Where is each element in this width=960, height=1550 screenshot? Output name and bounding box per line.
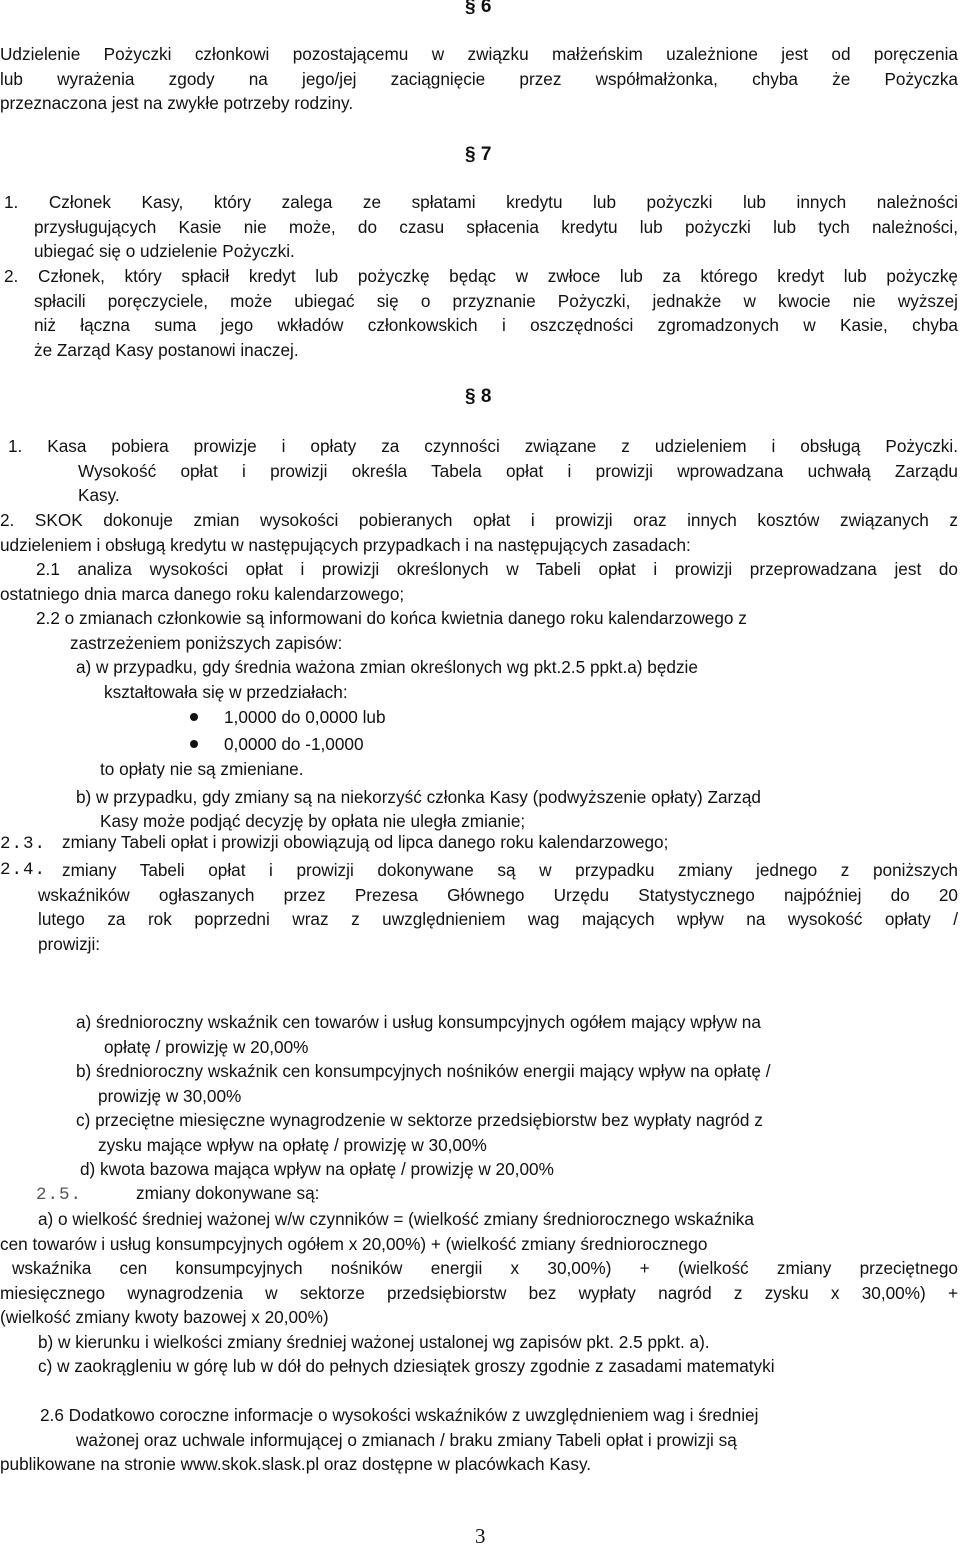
list-item: zysku mające wpływ na opłatę / prowizję w 30,00% [98, 1134, 487, 1155]
list-item: d) kwota bazowa mająca wpływ na opłatę / prowizję w 20,00% [80, 1159, 554, 1179]
list-item: b) średnioroczny wskaźnik cen konsumpcyjnych nośników energii mający wpływ na opłatę / [76, 1061, 771, 1081]
section-7-point-2 [0, 264, 958, 362]
point-text: zmiany dokonywane są: [136, 1183, 320, 1203]
bullet-item [0, 731, 958, 758]
text-line: a) o wielkość średniej ważonej w/w czynników = (wielkość zmiany średniorocznego wskaźnika [38, 1209, 754, 1229]
section-6-heading: § 6 [465, 0, 492, 17]
text-line: Udzielenie Pożyczki członkowi pozostającemu w związku małżeńskim uzależnione jest od poręczenia [0, 44, 958, 64]
text-line: 2. SKOK dokonuje zmian wysokości pobieranych opłat i prowizji oraz innych kosztów związanych z [0, 510, 958, 530]
text-line: Kasy. [78, 485, 120, 505]
text-line: 1. Członek Kasy, który zalega ze spłatami kredytu lub pożyczki lub innych należności [4, 192, 958, 212]
section-8-point-2-2-continued [0, 757, 958, 834]
section-8-point-2 [0, 508, 958, 557]
section-8-point-2-1 [0, 557, 958, 606]
text-line: Kasy może podjąć decyzję by opłata nie uległa zmianie; [100, 811, 526, 831]
section-8-point-2-2 [0, 606, 958, 704]
point-number: 2.3. [0, 834, 47, 854]
section-8-point-2-6 [0, 1403, 958, 1477]
list-item: a) średnioroczny wskaźnik cen towarów i usług konsumpcyjnych ogółem mający wpływ na [76, 1012, 761, 1032]
section-6-paragraph [0, 42, 958, 116]
text-line: lutego za rok poprzedni wraz z uwzględnieniem wag mających wpływ na wysokość opłaty / [38, 909, 958, 929]
text-line: kształtowała się w przedziałach: [104, 681, 348, 702]
text-line: przeznaczona jest na zwykłe potrzeby rodziny. [0, 93, 354, 113]
text-line: 2.2 o zmianach członkowie są informowani do końca kwietnia danego roku kalendarzowego z [36, 608, 747, 628]
list-item: c) przeciętne miesięczne wynagrodzenie w sektorze przedsiębiorstw bez wypłaty nagród z [76, 1110, 763, 1130]
section-8-point-1 [0, 434, 958, 508]
indicator-list [0, 1010, 958, 1182]
text-line: wskaźnika cen konsumpcyjnych nośników energii x 30,00%) + (wielkość zmiany przeciętnego [12, 1258, 958, 1278]
text-line [0, 830, 958, 857]
point-number: 2.4. [0, 860, 47, 880]
section-8-heading: § 8 [465, 386, 492, 407]
text-line: Wysokość opłat i prowizji określa Tabela opłat i prowizji wprowadzana uchwałą Zarządu [78, 460, 958, 481]
section-7-heading: § 7 [465, 144, 492, 165]
text-line: zastrzeżeniem poniższych zapisów: [70, 632, 343, 653]
text-line: (wielkość zmiany kwoty bazowej x 20,00%) [0, 1307, 329, 1327]
text-line: udzieleniem i obsługą kredytu w następujących przypadkach i na następujących zasadach: [0, 534, 691, 555]
section-8-point-2-4 [0, 858, 958, 956]
text-line: wskaźników ogłaszanych przez Prezesa Głównego Urzędu Statystycznego najpóźniej do 20 [38, 884, 958, 905]
threshold-bullets [0, 704, 958, 758]
text-line: prowizji: [38, 933, 101, 954]
point-text: zmiany Tabeli opłat i prowizji dokonywane są w przypadku zmiany jednego z poniższych [62, 860, 958, 880]
text-line: to opłaty nie są zmieniane. [100, 759, 304, 779]
text-line: ważonej oraz uchwale informującej o zmianach / braku zmiany Tabeli opłat i prowizji są [76, 1429, 737, 1450]
text-line: lub wyrażenia zgody na jego/jej zaciągnięcie przez współmałżonka, chyba że Pożyczka [0, 68, 958, 89]
section-8-point-2-3 [0, 830, 958, 857]
list-item: prowizję w 30,00% [98, 1085, 242, 1106]
text-line: ubiegać się o udzielenie Pożyczki. [34, 241, 295, 261]
text-line: 1. Kasa pobiera prowizje i opłaty za czynności związane z udzieleniem i obsługą Pożyczki. [8, 436, 958, 456]
page-number: 3 [475, 1524, 486, 1548]
text-line: 2.1 analiza wysokości opłat i prowizji określonych w Tabeli opłat i prowizji przeprowadzana jest do [36, 559, 958, 579]
text-line: 2.6 Dodatkowo coroczne informacje o wysokości wskaźników z uwzględnieniem wag i średniej [40, 1405, 759, 1425]
text-line [0, 1181, 958, 1208]
bullet-icon [190, 713, 198, 721]
bullet-icon [190, 740, 198, 748]
text-line: ostatniego dnia marca danego roku kalendarzowego; [0, 583, 405, 604]
text-line: b) w przypadku, gdy zmiany są na niekorzyść członka Kasy (podwyższenie opłaty) Zarząd [76, 786, 761, 807]
text-line: spłacili poręczyciele, może ubiegać się o przyznanie Pożyczki, jednakże w kwocie nie wyższej [34, 290, 958, 311]
text-line: 2. Członek, który spłacił kredyt lub pożyczkę będąc w zwłoce lub za którego kredyt lub pożyczkę [4, 266, 958, 286]
text-line: niż łączna suma jego wkładów członkowskich i oszczędności zgromadzonych w Kasie, chyba [34, 315, 958, 335]
text-line: miesięcznego wynagrodzenia w sektorze przedsiębiorstw bez wypłaty nagród z zysku x 30,00%) + [0, 1282, 958, 1303]
section-7-point-1 [0, 190, 958, 264]
text-line: b) w kierunku i wielkości zmiany średniej ważonej ustalonej wg zapisów pkt. 2.5 ppkt. a). [38, 1331, 710, 1352]
bullet-text: 1,0000 do 0,0000 lub [224, 707, 386, 727]
text-line [0, 858, 958, 883]
list-item: opłatę / prowizję w 20,00% [104, 1036, 309, 1057]
bullet-text: 0,0000 do -1,0000 [224, 734, 364, 754]
text-line: c) w zaokrągleniu w górę lub w dół do pełnych dziesiątek groszy zgodnie z zasadami matematyki [38, 1356, 775, 1376]
section-8-point-2-5 [0, 1181, 958, 1208]
text-line: cen towarów i usług konsumpcyjnych ogółem x 20,00%) + (wielkość zmiany średniorocznego [0, 1233, 708, 1254]
point-text: zmiany Tabeli opłat i prowizji obowiązują od lipca danego roku kalendarzowego; [62, 832, 669, 852]
text-line: a) w przypadku, gdy średnia ważona zmian określonych wg pkt.2.5 ppkt.a) będzie [76, 657, 698, 677]
text-line: że Zarząd Kasy postanowi inaczej. [34, 339, 299, 360]
point-number: 2.5. [36, 1185, 83, 1205]
text-line: przysługujących Kasie nie może, do czasu spłacenia kredytu lub pożyczki lub tych należności, [34, 216, 958, 237]
text-line: publikowane na stronie www.skok.slask.pl oraz dostępne w placówkach Kasy. [0, 1454, 592, 1474]
bullet-item [0, 704, 958, 731]
section-8-point-2-5-list [0, 1207, 958, 1379]
